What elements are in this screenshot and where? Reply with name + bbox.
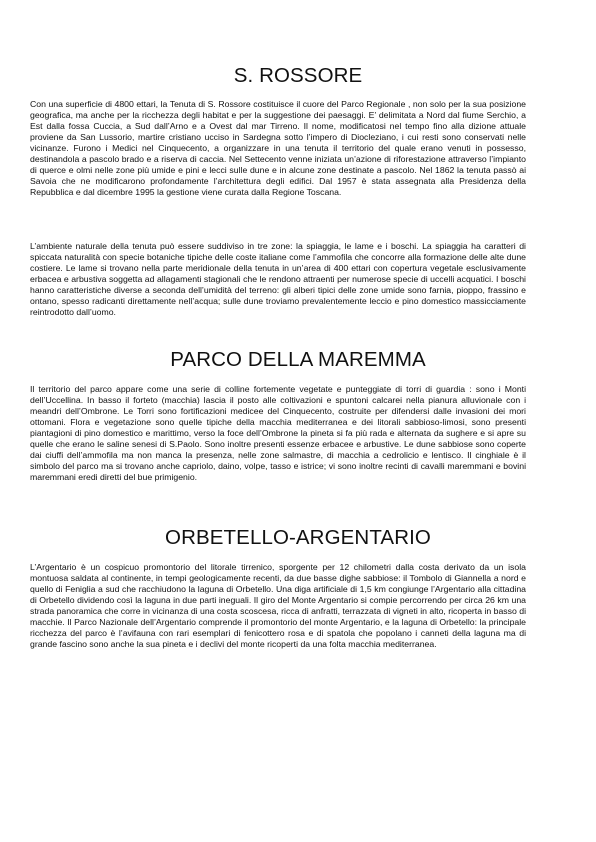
paragraph-s-rossore-environment: L’ambiente naturale della tenuta può essere suddiviso in tre zone: la spiaggia, le lame e i boschi. La spiaggia ha caratteri di spiccata naturalità con specie botaniche tipiche delle coste italiane come l’ammofila che concorre alla formazione delle alte dune costiere. Le lame si trovano nella parte meridionale della tenuta in un’area di 400 ettari con copertura vegetale esclusivamente erbacea e arbustiva soggetta ad allagamenti stagionali che le rendono attraenti per numerose specie di uccelli acquatici. I boschi hanno caratteristiche diverse a seconda dell’umidità del terreno: gli alberi tipici delle zone umide sono farnia, pioppo, frassino e ontano, spesso radicanti direttamente nell’acqua; sulle dune troviamo prevalentemente leccio e pino domestico massicciamente reintrodotto dall’uomo. <box>30 241 526 317</box>
paragraph-parco-della-maremma: Il territorio del parco appare come una serie di colline fortemente vegetate e punteggiate di torri di guardia : sono i Monti dell’Uccellina. In basso il forteto (macchia) lascia il posto alle coltivazioni e spuntoni calcarei nella pianura alluvionale con i meandri dell’Ombrone. Le Torri sono fortificazioni medicee del Cinquecento, costruite per difendersi dalle invasioni dei mori ottomani. Flora e vegetazione sono quelle tipiche della macchia mediterranea e dei litorali sabbioso-limosi, sono presenti piantagioni di pino domestico e marittimo, verso la foce dell’Ombrone la pineta si fa più rada e alternata da sughere e si apre su quelle che erano le saline senesi di S.Paolo. Sono inoltre presenti essenze erbacee e arbustive. Le dune sabbiose sono coperte dai ciuffi dell’ammofila ma non manca la presenza, nelle zone salmastre, di macchia a cedrolicio e lentisco. Il cinghiale è il simbolo del parco ma si trovano anche capriolo, daino, volpe, tasso e istrice; vi sono inoltre recinti di cavalli maremmani e bovini maremmani eredi diretti del bue primigenio. <box>30 384 526 482</box>
paragraph-orbetello-argentario: L’Argentario è un cospicuo promontorio del litorale tirrenico, sporgente per 12 chilometri dalla costa derivato da un isola montuosa saldata al continente, in tempi geologicamente recenti, da due basse dighe sabbiose: il Tombolo di Giannella a nord e quello di Feniglia a sud che racchiudono la laguna di Orbetello. Una diga artificiale di 1,5 km congiunge l’Argentario alla cittadina di Orbetello dividendo così la laguna in due parti ineguali. Il giro del Monte Argentario si compie percorrendo per circa 26 km una strada panoramica che corre in vicinanza di una costa scoscesa, ricca di anfratti, terrazzata di vigneti in alto, ricoperta in basso di macchie. Il Parco Nazionale dell’Argentario comprende il promontorio del monte Argentario, e la laguna di Orbetello: la principale ricchezza del parco è l’avifauna con rari esemplari di fenicottero rosa e di spatola che popolano i canneti della laguna ma di grande fascino sono anche la sua pineta e i declivi del monte ricoperti da una folta macchia mediterranea. <box>30 562 526 649</box>
section-title-s-rossore: S. ROSSORE <box>233 64 363 87</box>
paragraph-s-rossore-history: Con una superficie di 4800 ettari, la Tenuta di S. Rossore costituisce il cuore del Parco Regionale , non solo per la sua posizione geografica, ma anche per la ricchezza degli habitat e per la suggestione dei paesaggi. E’ delimitata a Nord dal fiume Serchio, a Est dalla fossa Cuccia, a Sud dall’Arno e a Ovest dal mar Tirreno. Il nome, modificatosi nel tempo fino alla dizione attuale proviene da San Lussorio, martire cristiano ucciso in Sardegna sotto l’impero di Diocleziano, i cui resti sono conservati nelle vicinanze. Furono i Medici nel Cinquecento, a organizzare in una tenuta il territorio del quale erano venuti in possesso, destinandola a pascolo brado e a riserva di caccia. Nel Settecento venne iniziata un’azione di riforestazione attraverso l’impianto di querce e olmi nelle zone più umide e pini e lecci sulle dune e in alcune zone destinate a pascolo. Nel 1862 la tenuta passò ai Savoia che ne modificarono profondamente l’architettura degli edifici. Dal 1957 è stata assegnata alla Presidenza della Repubblica e dal dicembre 1995 la gestione viene curata dalla Regione Toscana. <box>30 99 526 197</box>
section-title-orbetello-argentario: ORBETELLO-ARGENTARIO <box>165 526 431 549</box>
section-title-parco-della-maremma: PARCO DELLA MAREMMA <box>170 348 426 371</box>
